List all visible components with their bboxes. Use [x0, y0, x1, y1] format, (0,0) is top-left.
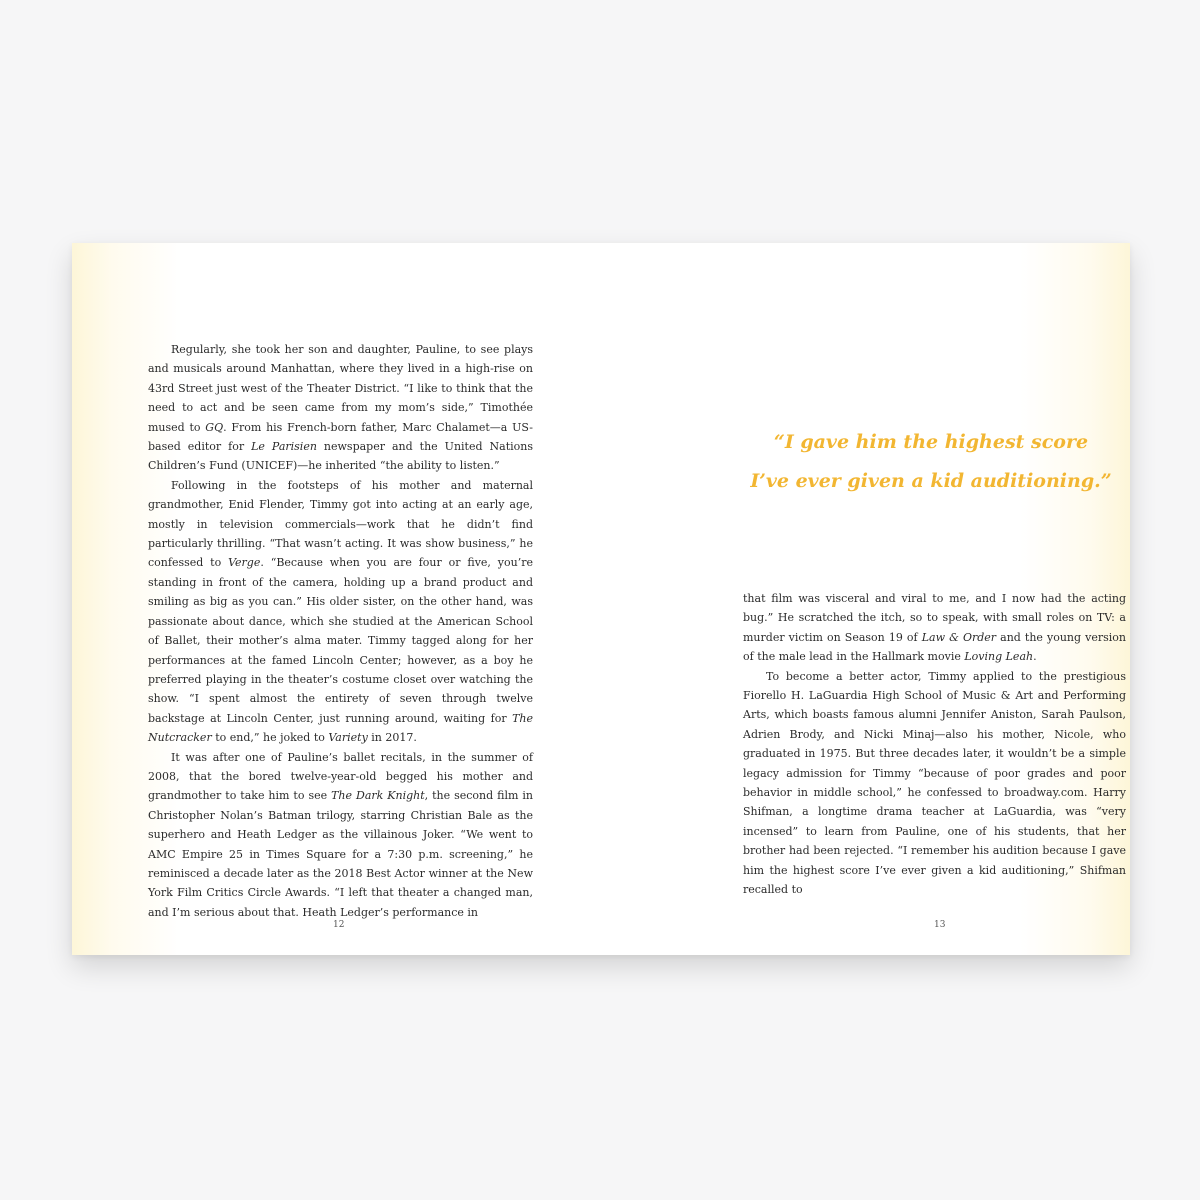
- right-page-body: [743, 589, 1126, 900]
- italic-run: The Dark Knight: [331, 789, 425, 803]
- pull-quote-line: I’ve ever given a kid auditioning.”: [750, 470, 1112, 492]
- text-run: and the young version of the male lead in the Hallmark movie: [743, 630, 1126, 664]
- left-page-body: [148, 340, 533, 922]
- italic-run: The Nutcracker: [148, 711, 533, 745]
- page-number: 12: [333, 920, 345, 930]
- italic-run: Variety: [328, 731, 368, 745]
- text-run: . From his French-born father, Marc Chalamet—a US-based editor for: [148, 420, 534, 454]
- pull-quote-line: “I gave him the highest score: [773, 431, 1089, 453]
- text-run: It was after one of Pauline’s ballet recitals, in the summer of 2008, that the bored twelve-year-old begged his mother and grandmother to take him to see: [148, 750, 533, 803]
- page-number: 13: [934, 920, 946, 930]
- paragraph: [148, 476, 533, 748]
- right-page: [601, 243, 1130, 955]
- book-spread: [72, 243, 1130, 955]
- italic-run: Verge: [228, 556, 261, 570]
- paragraph: [743, 589, 1126, 667]
- italic-run: Le Parisien: [251, 440, 317, 454]
- text-run: To become a better actor, Timmy applied to the prestigious Fiorello H. LaGuardia High School of Music & Art and Performing Arts, which boasts famous alumni Jennifer Aniston, Sarah Paulson, Adrien Brody, and Nicki Minaj—also his mother, Nicole, who graduated in 1975. But three decades later, it wouldn’t be a simple legacy admission for Timmy “because of poor grades and poor behavior in middle school,” he confessed to broadway.com. Harry Shifman, a longtime drama teacher at LaGuardia, was “very incensed” to learn from Pauline, one of his students, that her brother had been rejected. “I remember his audition because I gave him the highest score I’ve ever given a kid auditioning,” Shifman recalled to: [743, 669, 1126, 897]
- text-run: .: [1033, 650, 1037, 664]
- pull-quote: [721, 423, 1130, 501]
- italic-run: Law & Order: [921, 630, 997, 644]
- text-run: Regularly, she took her son and daughter, Pauline, to see plays and musicals around Manhattan, where they lived in a high-rise on 43rd Street just west of the Theater District. “I like to think that the need to act and be seen came from my mom’s side,” Timothée mused to: [148, 343, 533, 434]
- paragraph: [148, 748, 533, 923]
- paragraph: [148, 340, 533, 476]
- paragraph: [743, 667, 1126, 900]
- text-run: that film was visceral and viral to me, and I now had the acting bug.” He scratched the itch, so to speak, with small roles on TV: a murder victim on Season 19 of: [743, 592, 1126, 644]
- text-run: , the second film in Christopher Nolan’s Batman trilogy, starring Christian Bale as the superhero and Heath Ledger as the villainous Joker. “We went to AMC Empire 25 in Times Square for a 7:30 p.m. screening,” he reminisced a decade later as the 2018 Best Actor winner at the New York Film Critics Circle Awards. “I left that theater a changed man, and I’m serious about that. Heath Ledger’s performance in: [148, 789, 533, 919]
- text-run: Following in the footsteps of his mother and maternal grandmother, Enid Flender, Timmy got into acting at an early age, mostly in television commercials—work that he didn’t find particularly thrilling. “That wasn’t acting. It was show business,” he confessed to: [148, 478, 533, 570]
- text-run: in 2017.: [367, 731, 417, 745]
- italic-run: GQ: [205, 420, 224, 434]
- text-run: . “Because when you are four or five, you’re standing in front of the camera, holding up a brand product and smiling as big as you can.” His older sister, on the other hand, was passionate about dance, which she studied at the American School of Ballet, their mother’s alma mater. Timmy tagged along for her performances at the famed Lincoln Center; however, as a boy he preferred playing in the theater’s costume closet over watching the show. “I spent almost the entirety of seven through twelve backstage at Lincoln Center, just running around, waiting for: [148, 556, 533, 725]
- text-run: newspaper and the United Nations Children’s Fund (UNICEF)—he inherited “the ability to listen.”: [148, 440, 533, 473]
- text-run: to end,” he joked to: [211, 731, 329, 745]
- italic-run: Loving Leah: [964, 650, 1034, 664]
- left-page: [72, 243, 601, 955]
